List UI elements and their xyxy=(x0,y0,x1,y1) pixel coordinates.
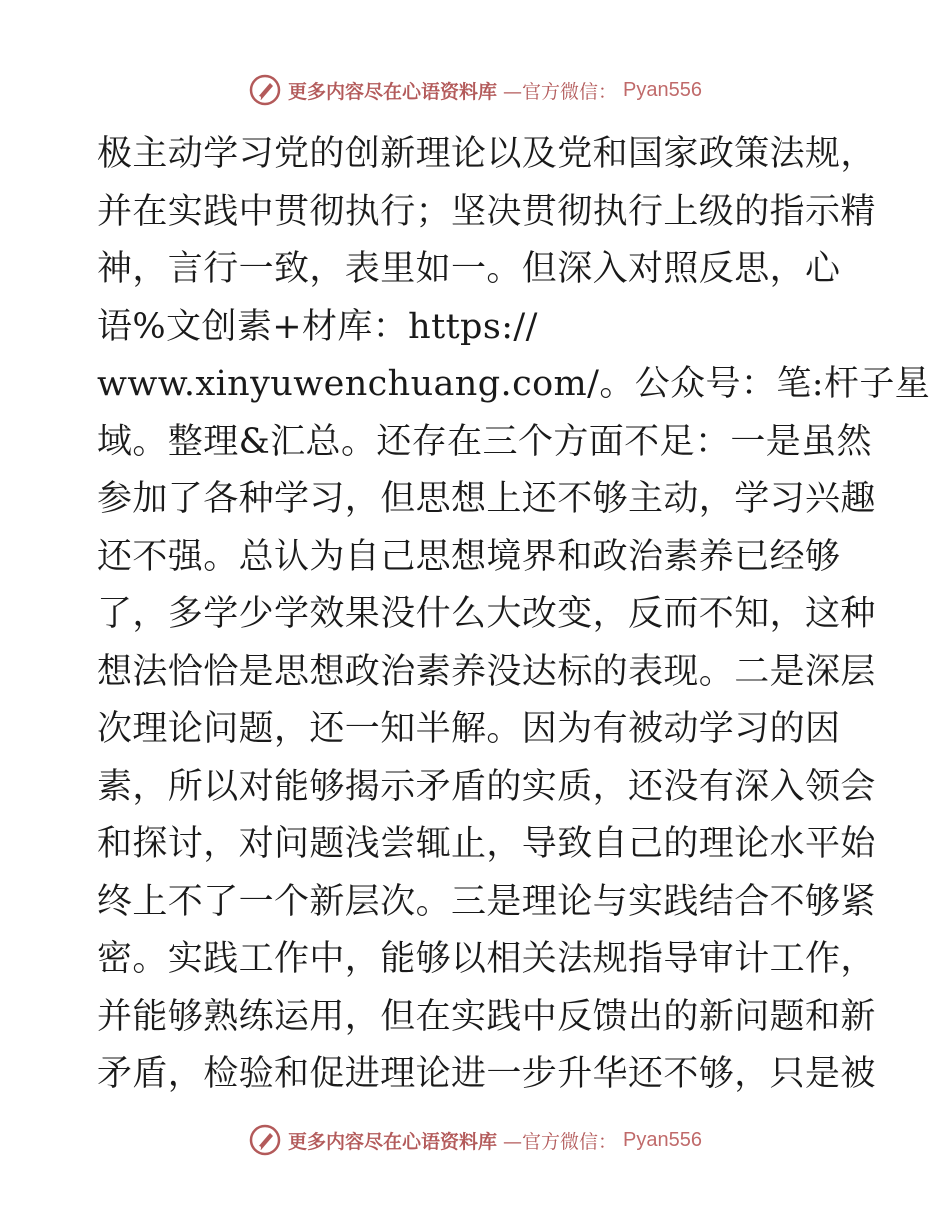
watermark-separator: —官方微信： xyxy=(503,80,618,103)
body-line: 想法恰恰是思想政治素养没达标的表现。二是深层 xyxy=(97,651,876,692)
document-body xyxy=(97,126,931,1104)
body-line: 神，言行一致，表里如一。但深入对照反思，心 xyxy=(97,249,841,289)
pen-logo-icon xyxy=(248,73,282,107)
watermark-text: 更多内容尽在心语资料库 xyxy=(288,1130,498,1153)
watermark-id: Pyan556 xyxy=(623,1128,702,1151)
header-watermark xyxy=(0,70,950,110)
footer-watermark xyxy=(0,1120,950,1160)
body-line: 极主动学习党的创新理论以及党和国家政策法规， xyxy=(97,134,876,174)
watermark-separator: —官方微信： xyxy=(503,1130,618,1153)
body-line: 还不强。总认为自己思想境界和政治素养已经够 xyxy=(97,536,841,577)
body-line: 素，所以对能够揭示矛盾的实质，还没有深入领会 xyxy=(97,766,876,807)
body-line: 密。实践工作中，能够以相关法规指导审计工作， xyxy=(97,939,876,979)
body-line: 语%文创素+材库：https:// xyxy=(97,306,538,347)
body-line: 和探讨，对问题浅尝辄止，导致自己的理论水平始 xyxy=(97,824,876,864)
body-line: 并在实践中贯彻执行；坚决贯彻执行上级的指示精 xyxy=(97,191,876,232)
watermark-id: Pyan556 xyxy=(623,78,702,101)
body-line: www.xinyuwenchuang.com/。公众号：笔:杆子星 xyxy=(97,364,931,404)
body-line: 参加了各种学习，但思想上还不够主动，学习兴趣 xyxy=(97,479,876,519)
body-line: 并能够熟练运用，但在实践中反馈出的新问题和新 xyxy=(97,996,876,1037)
body-line: 域。整理&汇总。还存在三个方面不足：一是虽然 xyxy=(97,421,872,462)
body-line: 终上不了一个新层次。三是理论与实践结合不够紧 xyxy=(97,881,876,922)
watermark-text: 更多内容尽在心语资料库 xyxy=(288,80,498,103)
body-line: 了，多学少学效果没什么大改变，反而不知，这种 xyxy=(97,594,876,634)
body-line: 矛盾，检验和促进理论进一步升华还不够，只是被 xyxy=(97,1054,876,1094)
pen-logo-icon xyxy=(248,1123,282,1157)
body-line: 次理论问题，还一知半解。因为有被动学习的因 xyxy=(97,709,841,749)
